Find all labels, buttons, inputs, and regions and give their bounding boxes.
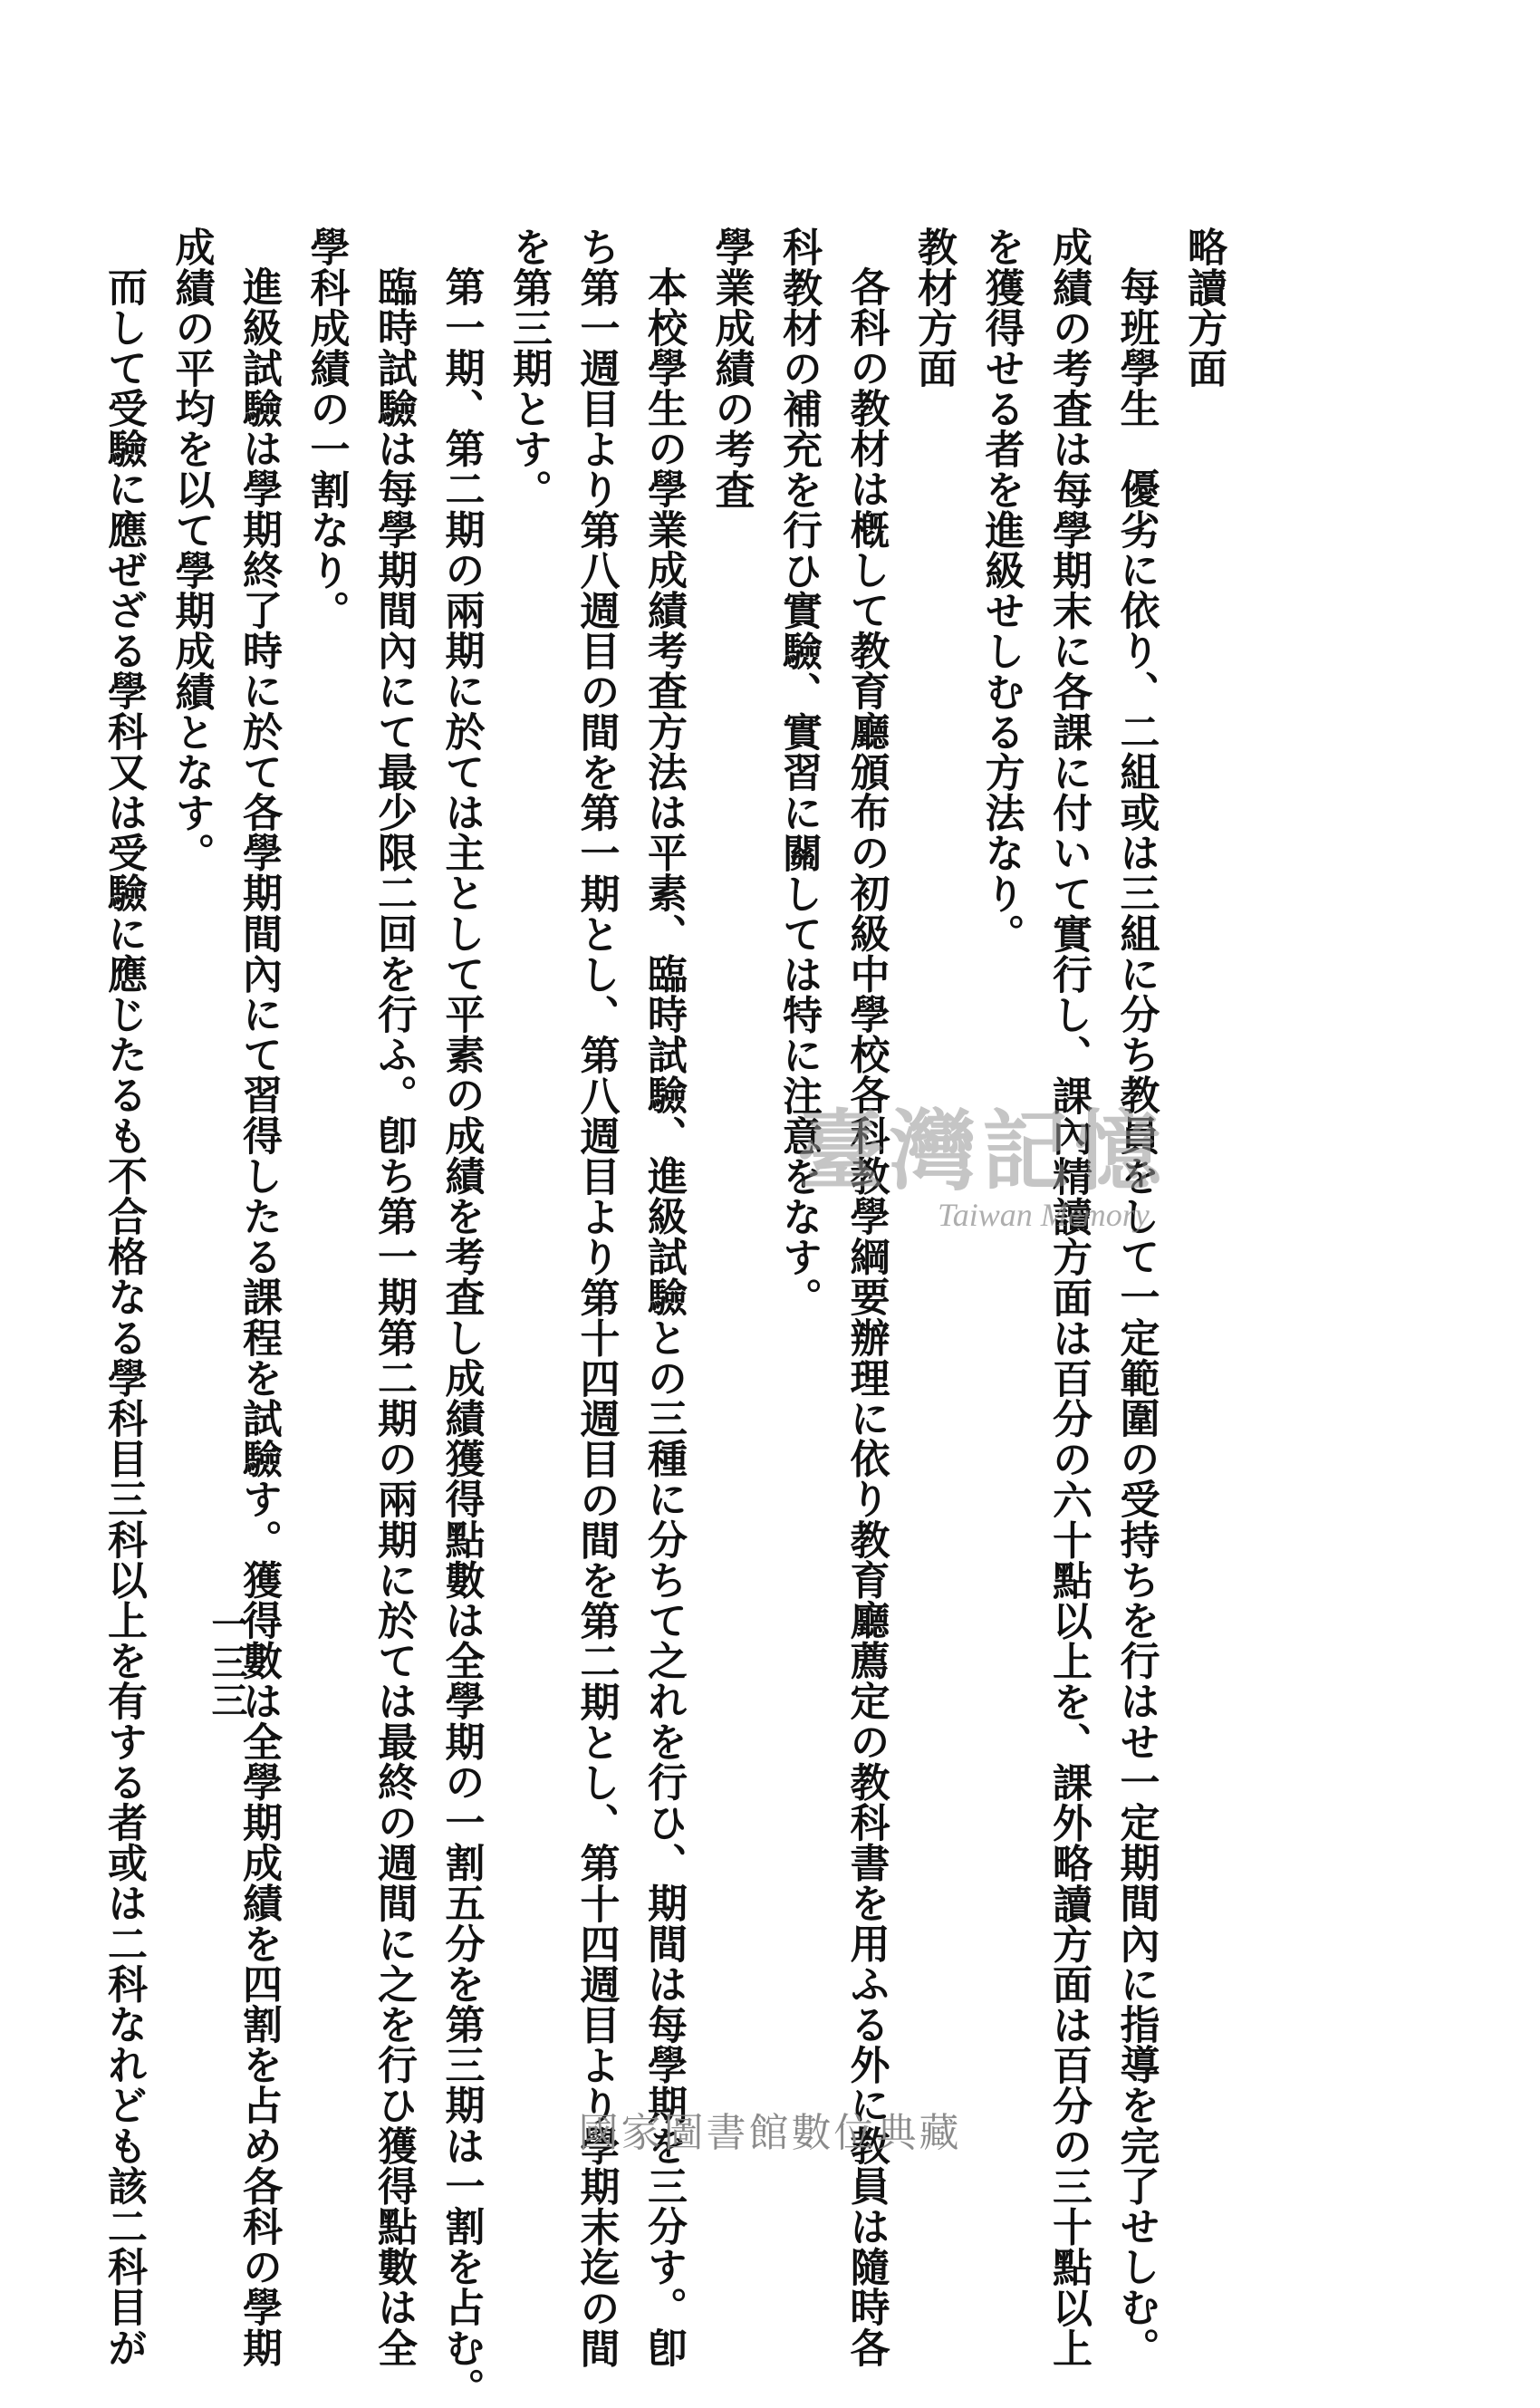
text-line: 成績の平均を以て學期成績となす。 xyxy=(168,226,215,873)
text-line: 成績の考査は每學期末に各課に付いて實行し、課內精讀方面は百分の六十點以上を、課外略讀方面は百分の三十點以上 xyxy=(1045,226,1092,2368)
section-heading-assessment: 學業成績の考査 xyxy=(707,226,755,510)
text-line: を第三期とす。 xyxy=(505,226,552,510)
section-heading-materials: 教材方面 xyxy=(910,226,957,389)
watermark-title: 臺灣記憶 xyxy=(797,1100,1167,1202)
text-line: 進級試驗は學期終了時に於て各學期間內にて習得したる課程を試驗す。獲得數は全學期成績を四割を占め各科の學期 xyxy=(236,266,282,2368)
watermark-subtitle: Taiwan Memory xyxy=(938,1197,1150,1233)
text-line: 各科の教材は槪して教育廳頒布の初級中學校各科教學綱要辦理に依り教育廳薦定の教科書を用ふる外に教員は隨時各 xyxy=(842,266,890,2368)
text-line: 而して受驗に應ぜざる學科又は受驗に應じたるも不合格なる學科目三科以上を有する者或は二科なれども該二科目が xyxy=(101,266,147,2368)
text-line: 學科成績の一割なり。 xyxy=(303,226,350,631)
text-line: 臨時試驗は每學期間內にて最少限二回を行ふ。卽ち第一期第二期の兩期に於ては最終の週間に之を行ひ獲得點數は全 xyxy=(371,266,417,2368)
text-line: を獲得せる者を進級せしむる方法なり。 xyxy=(977,226,1025,954)
text-line: 每班學生 優劣に依り、二組或は三組に分ち教員をして一定範圍の受持ちを行はせ一定期間內に指導を完了せしむ。 xyxy=(1112,266,1160,2368)
text-line: 本校學生の學業成績考査方法は平素、臨時試驗、進級試驗との三種に分ちて之れを行ひ、期間は每學期を三分す。卽 xyxy=(640,266,687,2368)
text-line: 科教材の補充を行ひ實驗、實習に關しては特に注意をなす。 xyxy=(775,226,822,1318)
footer-archive-label: 國家圖書館數位典藏 xyxy=(578,2110,962,2156)
page-number: 一三三 xyxy=(206,1605,248,1719)
text-line: 第一期、第二期の兩期に於ては主として平素の成績を考査し成績獲得點數は全學期の一割五分を第三期は一割を占む。 xyxy=(438,266,485,2408)
section-heading-reading: 略讀方面 xyxy=(1180,226,1227,389)
text-line: ち第一週目より第八週目の間を第一期とし、第八週目より第十四週目の間を第二期とし、第十四週目より學期末迄の間 xyxy=(573,226,620,2368)
